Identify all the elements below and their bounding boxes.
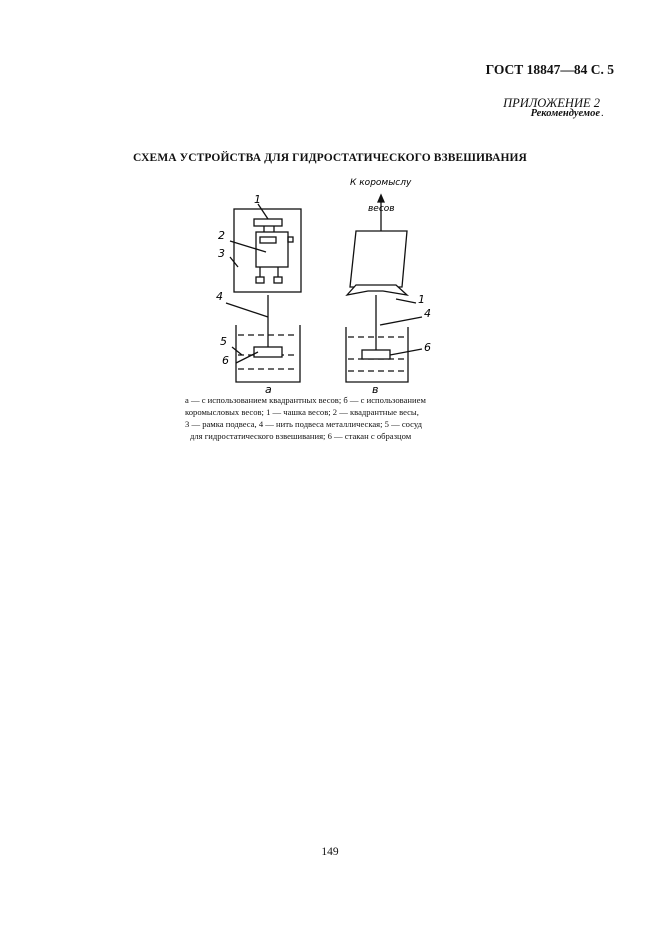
page-number: 149 bbox=[321, 846, 339, 858]
hydrostatic-weighing-diagram bbox=[170, 175, 460, 397]
diagram-stroke bbox=[380, 317, 422, 325]
sublabel-a: а bbox=[265, 383, 272, 396]
diagram-stroke bbox=[390, 349, 422, 355]
diagram-stroke bbox=[256, 277, 264, 283]
caption-line-1: а — с использованием квадрантных весов; б — с использованием bbox=[185, 395, 426, 405]
label-4b: 4 bbox=[424, 307, 431, 320]
arrowhead bbox=[378, 195, 384, 202]
recommended-label: Рекомендуемое bbox=[530, 108, 600, 119]
caption-line-4: для гидростатического взвешивания; 6 — стакан с образцом bbox=[190, 431, 412, 441]
frame-a bbox=[234, 209, 301, 292]
sublabel-b: в bbox=[372, 383, 379, 396]
label-4a: 4 bbox=[216, 290, 223, 303]
arrow-caption-bottom: весов bbox=[368, 204, 395, 214]
diagram-stroke bbox=[274, 277, 282, 283]
stray-mark: . bbox=[601, 108, 604, 119]
label-1a: 1 bbox=[254, 193, 261, 206]
sample-b bbox=[362, 350, 390, 359]
label-1b: 1 bbox=[418, 293, 425, 306]
diagram-stroke bbox=[260, 237, 276, 243]
label-5: 5 bbox=[220, 335, 227, 348]
appendix-label: ПРИЛОЖЕНИЕ 2 bbox=[503, 96, 600, 110]
caption-line-2: коромысловых весов; 1 — чашка весов; 2 — квадрантные весы, bbox=[185, 407, 419, 417]
diagram-stroke bbox=[232, 347, 242, 355]
label-6b: 6 bbox=[424, 341, 431, 354]
pan-a bbox=[254, 219, 282, 226]
label-3: 3 bbox=[218, 247, 225, 260]
diagram-stroke bbox=[258, 204, 268, 219]
caption-line-3: 3 — рамка подвеса, 4 — нить подвеса металлическая; 5 — сосуд bbox=[185, 419, 423, 429]
figure-title: СХЕМА УСТРОЙСТВА ДЛЯ ГИДРОСТАТИЧЕСКОГО ВЗВЕШИВАНИЯ bbox=[133, 152, 527, 164]
diagram-stroke bbox=[226, 303, 268, 317]
pan-b bbox=[350, 231, 407, 287]
sample-a bbox=[254, 347, 282, 357]
diagram-stroke bbox=[288, 237, 293, 242]
diagram-stroke bbox=[396, 299, 416, 303]
diagram-stroke bbox=[347, 285, 407, 295]
label-2: 2 bbox=[218, 229, 225, 242]
arrow-caption-top: К коромыслу bbox=[350, 178, 412, 188]
document-header: ГОСТ 18847—84 С. 5 bbox=[485, 62, 614, 77]
label-6a: 6 bbox=[222, 354, 229, 367]
